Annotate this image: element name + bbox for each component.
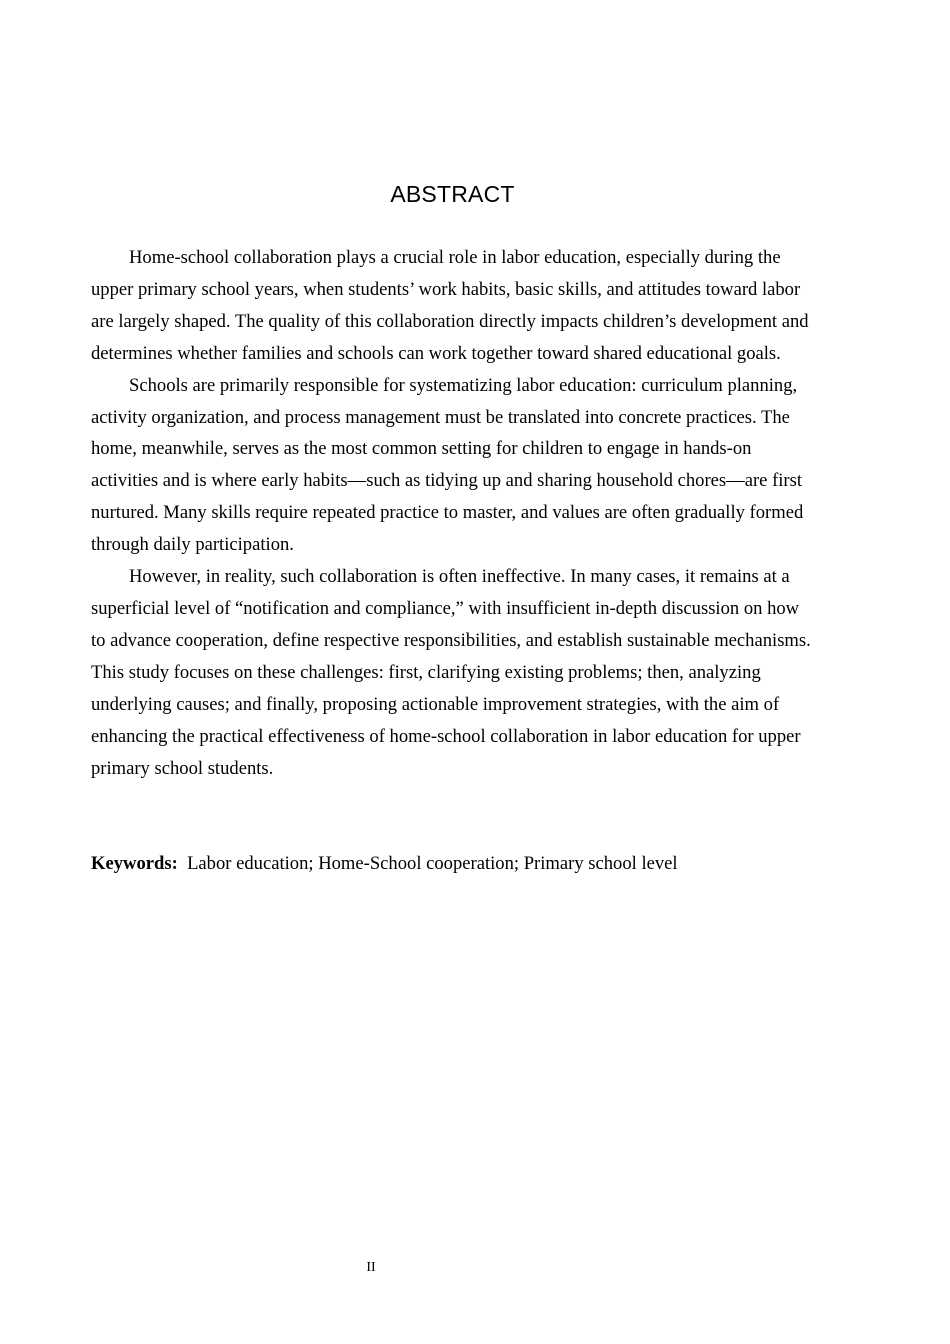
abstract-paragraph-1: Home-school collaboration plays a crucial role in labor education, especially during the upper primary school years, when students’ work habits, basic skills, and attitudes toward labor are largely shaped. The quality of this collaboration directly impacts children’s development and determines whether families and schools can work together toward shared educational goals. [91, 247, 809, 364]
keywords-label: Keywords: [91, 853, 178, 874]
keywords-line [91, 848, 815, 880]
page-number: II [366, 1260, 376, 1275]
abstract-paragraph-3: However, in reality, such collaboration is often ineffective. In many cases, it remains at a superficial level of “notification and compliance,” with insufficient in-depth discussion on how to advance cooperation, define respective responsibilities, and establish sustainable mechanisms. This study focuses on these challenges: first, clarifying existing problems; then, analyzing underlying causes; and finally, proposing actionable improvement strategies, with the aim of enhancing the practical effectiveness of home-school collaboration in labor education for upper primary school students. [91, 566, 811, 779]
abstract-paragraph-2: Schools are primarily responsible for systematizing labor education: curriculum planning, activity organization, and process management must be translated into concrete practices. The home, meanwhile, serves as the most common setting for children to engage in hands-on activities and is where early habits—such as tidying up and sharing household chores—are first nurtured. Many skills require repeated practice to master, and values are often gradually formed through daily participation. [91, 374, 804, 556]
abstract-title: ABSTRACT [390, 181, 515, 207]
keywords-value: Labor education; Home-School cooperation; Primary school level [187, 853, 678, 874]
abstract-body [91, 242, 815, 784]
